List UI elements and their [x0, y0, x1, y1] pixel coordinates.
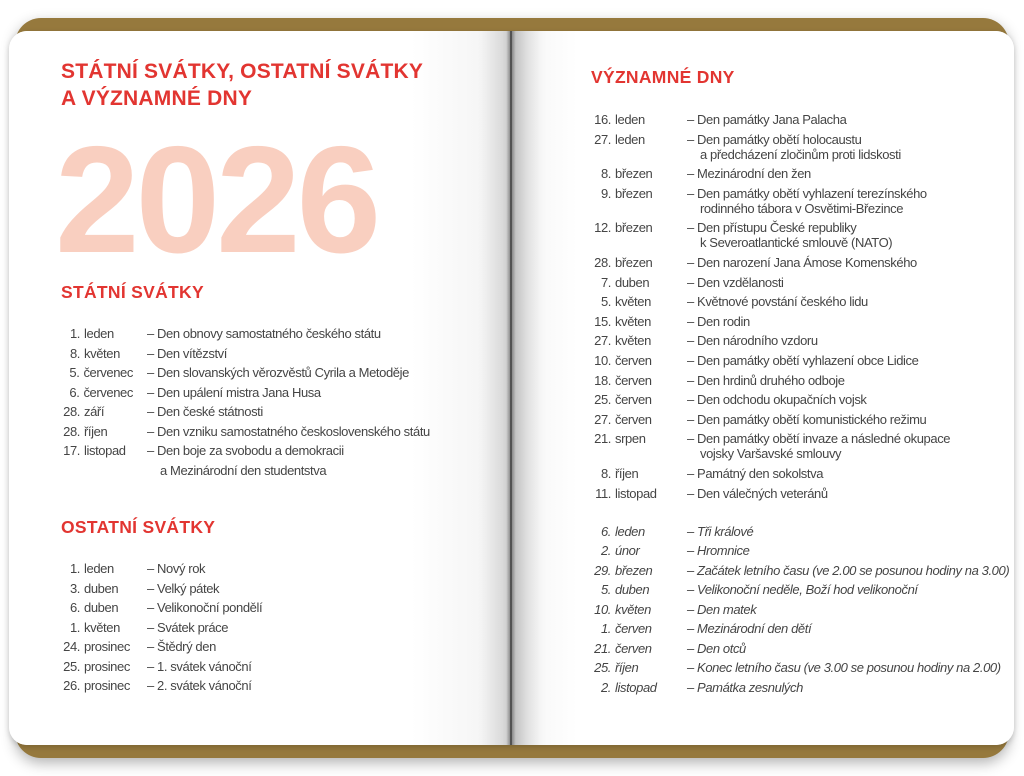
- vyznamne-dny-list: [591, 112, 1019, 501]
- ostatni-svatky-list: [61, 559, 507, 696]
- year-label: 2026: [55, 115, 378, 285]
- holiday-date: 6. duben: [69, 600, 119, 615]
- section-heading-statni-svatky: STÁTNÍ SVÁTKY: [61, 282, 204, 302]
- holiday-row: [591, 392, 1019, 407]
- holiday-row: [591, 486, 1019, 501]
- holiday-row: [61, 637, 507, 657]
- holiday-description: – Den upálení mistra Jana Husa: [147, 384, 321, 400]
- section-heading-vyznamne-dny: VÝZNAMNÉ DNY: [591, 67, 735, 87]
- holiday-description: – Svátek práce: [147, 619, 229, 635]
- spread-title-line2: A VÝZNAMNÉ DNY: [61, 87, 253, 110]
- holiday-description: – Den památky obětí komunistického režimu: [687, 411, 927, 427]
- holiday-description: – Mezinárodní den žen: [687, 166, 811, 182]
- holiday-row: [61, 579, 507, 599]
- holiday-date: 3. duben: [69, 580, 119, 596]
- holiday-row: [591, 294, 1019, 309]
- holiday-row: [591, 314, 1019, 329]
- holiday-description: – Den otců: [687, 640, 746, 656]
- holiday-description: – Den národního vzdoru: [687, 333, 818, 349]
- holiday-description: – Den vzniku samostatného československého státu: [147, 423, 430, 439]
- holiday-row: [61, 402, 507, 422]
- holiday-date: 25. červen: [594, 392, 652, 408]
- holiday-description: – Den české státnosti: [147, 404, 263, 419]
- holiday-row: [61, 618, 507, 638]
- holiday-row: [61, 363, 507, 383]
- holiday-description: – 1. svátek vánoční: [147, 658, 252, 674]
- holiday-description: – Velikonoční neděle, Boží hod velikonoční: [687, 582, 918, 597]
- holiday-date: 27. květen: [594, 333, 651, 349]
- holiday-description: – Den odchodu okupačních vojsk: [687, 392, 867, 408]
- holiday-date: 27. červen: [594, 411, 652, 427]
- holiday-date: 15. květen: [594, 313, 651, 329]
- holiday-description: – Den vzdělanosti: [687, 274, 784, 290]
- holiday-date: 25. říjen: [594, 660, 639, 675]
- holiday-description: – Památný den sokolstva: [687, 465, 824, 481]
- holiday-description: – Den obnovy samostatného českého státu: [147, 326, 381, 341]
- holiday-description: – 2. svátek vánoční: [147, 678, 252, 693]
- holiday-date: 5. červenec: [69, 365, 133, 380]
- holiday-description: – Den vítězství: [147, 345, 227, 361]
- holiday-row: [61, 676, 507, 696]
- holiday-row: [591, 132, 1019, 162]
- holiday-description: – Den památky obětí holocaustu a předcházení zločinům proti lidskosti: [687, 131, 901, 162]
- holiday-date: 16. leden: [594, 112, 645, 127]
- holiday-date: 26. prosinec: [63, 678, 130, 693]
- holiday-row: [591, 112, 1019, 127]
- holiday-date: 8. říjen: [600, 465, 639, 481]
- holiday-date: 7. duben: [600, 274, 650, 290]
- holiday-date: 5. duben: [600, 582, 650, 597]
- holiday-date: 5. květen: [600, 294, 651, 310]
- holiday-date: 1. červen: [600, 621, 652, 636]
- holiday-description: – Den hrdinů druhého odboje: [687, 372, 845, 388]
- holiday-date: 1. leden: [69, 326, 114, 341]
- holiday-description: – Květnové povstání českého lidu: [687, 294, 868, 310]
- holiday-row: [591, 580, 1019, 600]
- holiday-row: [61, 559, 507, 579]
- holiday-date: 28. březen: [594, 254, 653, 270]
- holiday-row: [591, 431, 1019, 461]
- holiday-description: – Velikonoční pondělí: [147, 600, 263, 615]
- holiday-row: [591, 541, 1019, 561]
- holiday-date: 1. leden: [69, 561, 114, 576]
- holiday-date: 18. červen: [594, 372, 652, 388]
- holiday-date: 29. březen: [594, 562, 653, 578]
- holiday-description: – Den rodin: [687, 313, 750, 329]
- right-page-content: [591, 31, 1019, 697]
- holiday-date: 27. leden: [594, 131, 645, 147]
- holiday-row: [61, 324, 507, 344]
- other-notable-days-list: [591, 522, 1019, 698]
- holiday-description: – Den památky obětí vyhlazení obce Lidice: [687, 352, 919, 368]
- holiday-date: 9. březen: [600, 185, 653, 201]
- book-gutter-line: [510, 31, 512, 745]
- holiday-date: 28. září: [63, 404, 105, 419]
- holiday-date: 8. květen: [69, 345, 120, 361]
- holiday-description: – Den narození Jana Ámose Komenského: [687, 254, 917, 270]
- holiday-date: 17. listopad: [63, 443, 126, 458]
- holiday-row: [591, 619, 1019, 639]
- holiday-description: – Den přístupu České republiky k Severoatlantické smlouvě (NATO): [687, 220, 893, 251]
- statni-svatky-list: [61, 324, 507, 480]
- holiday-row: [61, 657, 507, 677]
- holiday-row: [591, 678, 1019, 698]
- holiday-description: – Den památky obětí invaze a následné okupace vojsky Varšavské smlouvy: [687, 431, 951, 462]
- holiday-row: [591, 186, 1019, 216]
- holiday-description: – Památka zesnulých: [687, 679, 803, 695]
- holiday-description: – Mezinárodní den dětí: [687, 621, 812, 636]
- holiday-date: 10. květen: [594, 601, 651, 617]
- holiday-description: – Hromnice: [687, 543, 750, 558]
- holiday-row: [591, 658, 1019, 678]
- holiday-description: – Den boje za svobodu a demokracii a Mezinárodní den studentstva: [147, 443, 344, 478]
- holiday-row: [61, 344, 507, 364]
- holiday-row: [591, 600, 1019, 620]
- holiday-row: [591, 466, 1019, 481]
- holiday-description: – Tři králové: [687, 523, 754, 539]
- holiday-date: 2. listopad: [600, 679, 657, 695]
- holiday-row: [591, 220, 1019, 250]
- holiday-date: 8. březen: [600, 166, 653, 182]
- holiday-description: – Velký pátek: [147, 580, 220, 596]
- holiday-description: – Den slovanských věrozvěstů Cyrila a Metoděje: [147, 365, 409, 380]
- holiday-date: 21. srpen: [594, 431, 646, 447]
- holiday-description: – Konec letního času (ve 3.00 se posunou hodiny na 2.00): [687, 660, 1001, 675]
- holiday-row: [591, 561, 1019, 581]
- holiday-date: 10. červen: [594, 352, 652, 368]
- left-page-content: [55, 31, 507, 696]
- page-spread: [9, 31, 1014, 745]
- holiday-row: [591, 275, 1019, 290]
- spread-title: [61, 58, 507, 112]
- holiday-date: 6. červenec: [69, 384, 133, 400]
- holiday-row: [61, 383, 507, 403]
- holiday-row: [591, 353, 1019, 368]
- holiday-description: – Den matek: [687, 601, 757, 617]
- holiday-date: 28. říjen: [63, 423, 108, 439]
- holiday-description: – Den válečných veteránů: [687, 485, 828, 501]
- holiday-date: 21. červen: [594, 640, 652, 656]
- spread-title-line1: STÁTNÍ SVÁTKY, OSTATNÍ SVÁTKY: [61, 60, 424, 83]
- holiday-row: [591, 166, 1019, 181]
- holiday-row: [591, 412, 1019, 427]
- holiday-date: 24. prosinec: [63, 639, 130, 654]
- holiday-row: [591, 255, 1019, 270]
- holiday-date: 12. březen: [594, 220, 653, 236]
- holiday-description: – Den památky Jana Palacha: [687, 112, 847, 127]
- holiday-row: [591, 522, 1019, 542]
- holiday-row: [591, 639, 1019, 659]
- holiday-date: 2. únor: [600, 543, 640, 558]
- holiday-row: [61, 598, 507, 618]
- holiday-row: [61, 422, 507, 442]
- holiday-date: 6. leden: [600, 523, 645, 539]
- holiday-row: [61, 441, 507, 480]
- holiday-description: – Nový rok: [147, 561, 206, 576]
- holiday-description: – Štědrý den: [147, 639, 216, 654]
- holiday-date: 25. prosinec: [63, 658, 130, 674]
- section-heading-ostatni-svatky: OSTATNÍ SVÁTKY: [61, 517, 216, 537]
- holiday-row: [591, 333, 1019, 348]
- holiday-description: – Den památky obětí vyhlazení terezínského rodinného tábora v Osvětimi-Březince: [687, 185, 927, 216]
- holiday-description: – Začátek letního času (ve 2.00 se posunou hodiny na 3.00): [687, 562, 1010, 578]
- holiday-date: 1. květen: [69, 619, 120, 635]
- holiday-row: [591, 373, 1019, 388]
- holiday-date: 11. listopad: [595, 485, 657, 501]
